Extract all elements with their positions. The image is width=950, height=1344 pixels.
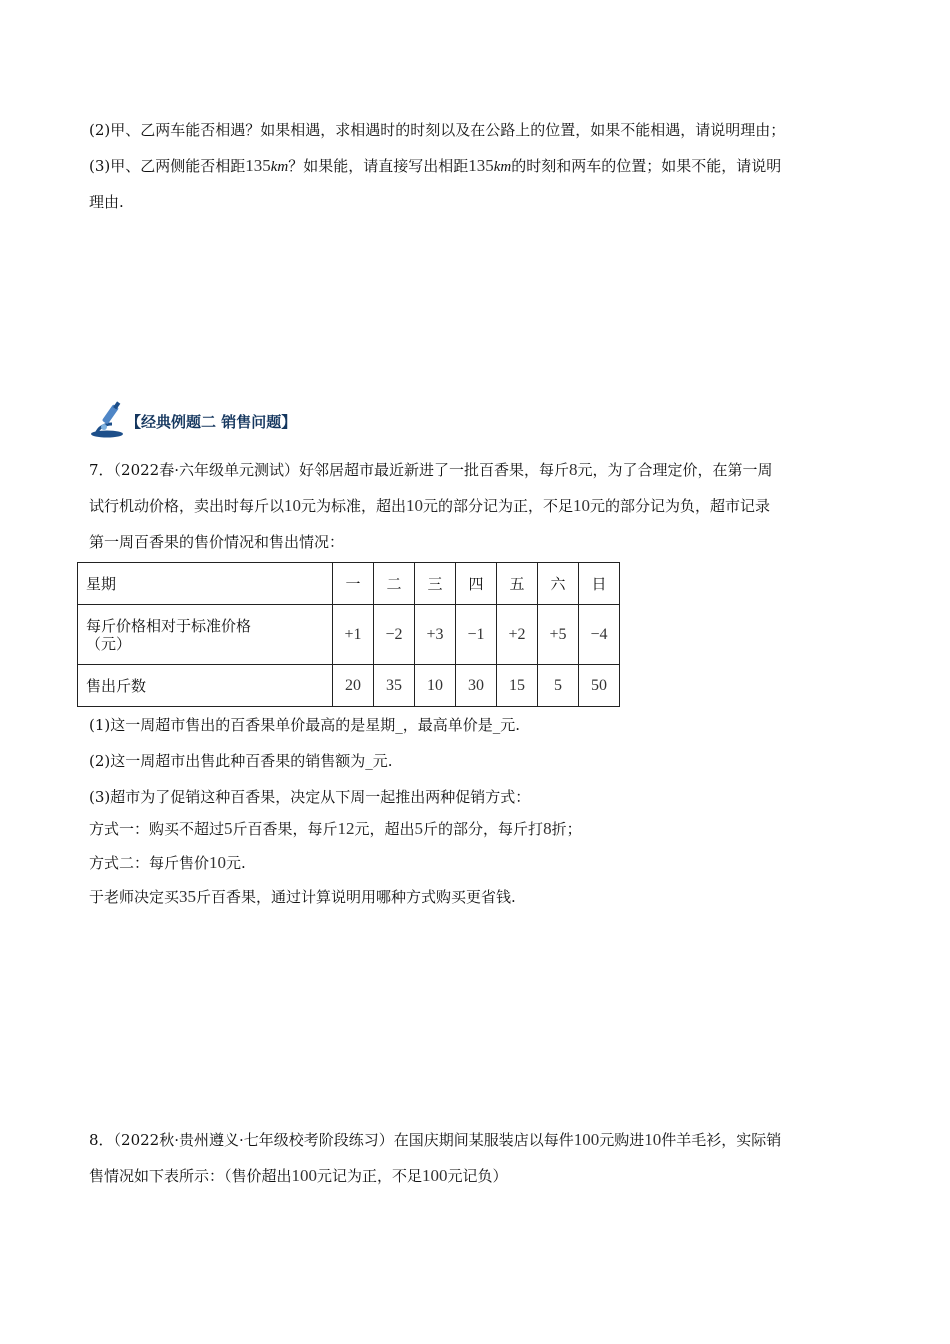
q7-sub3: (3)超市为了促销这种百香果，决定从下周一起推出两种促销方式： — [89, 788, 531, 806]
q7-sub2: (2)这一周超市出售此种百香果的销售额为_元. — [89, 752, 393, 770]
table-cell: +5 — [538, 605, 579, 665]
q7-sub1: (1)这一周超市售出的百香果单价最高的是星期_，最高单价是_元. — [89, 716, 521, 734]
q8-line1: 8．（2022秋·贵州遵义·七年级校考阶段练习）在国庆期间某服装店以每件100元购进10件羊毛衫，实际销 — [89, 1130, 782, 1149]
microscope-icon — [90, 400, 126, 438]
table-cell: 15 — [497, 665, 538, 707]
q8-line2: 售情况如下表所示：（售价超出100元记为正，不足100元记负） — [89, 1166, 508, 1185]
table-cell: 三 — [415, 563, 456, 605]
table-row — [78, 563, 620, 605]
q7-way1: 方式一：购买不超过5斤百香果，每斤12元，超出5斤的部分，每斤打8折； — [89, 819, 582, 838]
table-cell: 10 — [415, 665, 456, 707]
table-header-cell: 每斤价格相对于标准价格 （元） — [78, 605, 333, 665]
q7-last: 于老师决定买35斤百香果，通过计算说明用哪种方式购买更省钱. — [89, 887, 516, 906]
table-row — [78, 665, 620, 707]
table-cell: −2 — [374, 605, 415, 665]
table-cell: −4 — [579, 605, 620, 665]
table-header-cell: 星期 — [78, 563, 333, 605]
table-cell: 二 — [374, 563, 415, 605]
table-row — [78, 605, 620, 665]
section-heading — [90, 400, 420, 440]
table-cell: 五 — [497, 563, 538, 605]
price-table — [77, 562, 620, 707]
table-cell: +1 — [333, 605, 374, 665]
table-cell: 一 — [333, 563, 374, 605]
table-header-cell: 售出斤数 — [78, 665, 333, 707]
table-cell: −1 — [456, 605, 497, 665]
table-cell: +2 — [497, 605, 538, 665]
table-cell: 日 — [579, 563, 620, 605]
q6-part2: (2)甲、乙两车能否相遇？如果相遇，求相遇时的时刻以及在公路上的位置，如果不能相遇，请说明理由； — [89, 121, 786, 139]
q7-line2: 试行机动价格，卖出时每斤以10元为标准，超出10元的部分记为正，不足10元的部分记为负，超市记录 — [89, 496, 771, 515]
table-cell: 四 — [456, 563, 497, 605]
table-cell: 20 — [333, 665, 374, 707]
q7-line3: 第一周百香果的售价情况和售出情况： — [89, 533, 345, 551]
q6-part3-line1: (3)甲、乙两侧能否相距135km？如果能，请直接写出相距135km的时刻和两车的位置；如果不能，请说明 — [89, 156, 782, 175]
table-cell: 35 — [374, 665, 415, 707]
table-cell: +3 — [415, 605, 456, 665]
section-title: 【经典例题二 销售问题】 — [126, 413, 297, 431]
q6-part3-line2: 理由. — [89, 193, 124, 211]
q7-way2: 方式二：每斤售价10元. — [89, 853, 246, 872]
table-cell: 30 — [456, 665, 497, 707]
table-cell: 5 — [538, 665, 579, 707]
table-cell: 六 — [538, 563, 579, 605]
table-cell: 50 — [579, 665, 620, 707]
q7-line1: 7．（2022春·六年级单元测试）好邻居超市最近新进了一批百香果，每斤8元，为了合理定价，在第一周 — [89, 460, 773, 479]
